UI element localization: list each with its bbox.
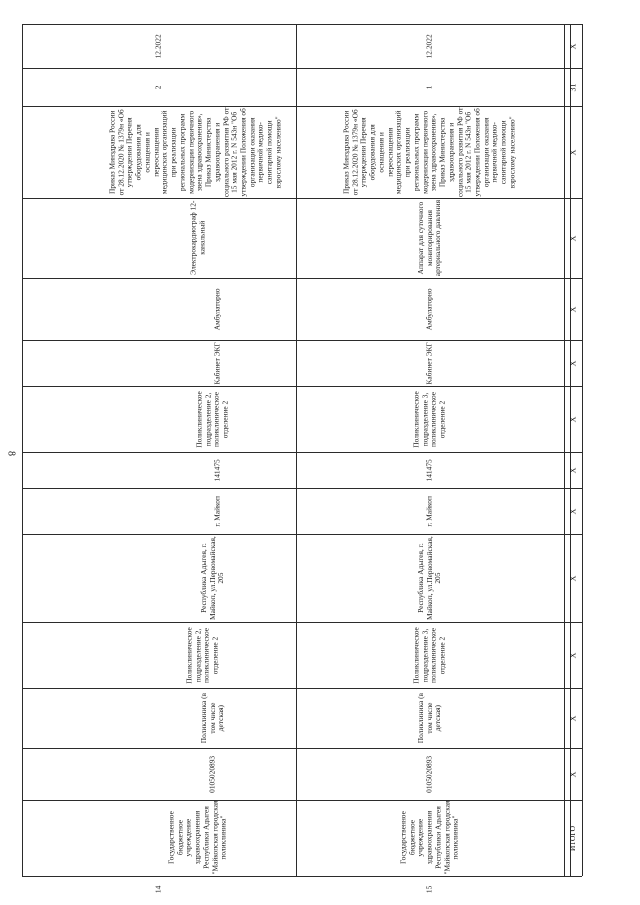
total-index-x: X <box>568 467 578 473</box>
table-line <box>582 24 583 876</box>
row-14-equipment: Электрокардиограф 12-канальный <box>188 200 206 276</box>
row-14-basis: Приказ Минздрава России от 28.12.2020 № 1379н «Об утверждении Перечня оборудования для оснащения и переоснащения медицинских организаций при реализации региональных программ модернизации первичного звена здравоохранения», Приказ Министерства здравоохранения и социального развития РФ от 15 мая 2012 г. N 543н "Об утверждении Положения об организации оказания первичной медико-санитарной помощи взрослому населению" <box>107 107 283 197</box>
row-15-qty: 1 <box>424 85 434 89</box>
total-care-x: X <box>568 306 578 312</box>
total-date-x: X <box>568 43 578 49</box>
row-14-city: г. Майкоп <box>212 495 222 527</box>
total-address-x: X <box>568 575 578 581</box>
row-15-index: 141475 <box>424 458 434 482</box>
row-15-room: Кабинет ЭКГ <box>424 341 434 385</box>
total-type-x: X <box>568 715 578 721</box>
total-room-x: X <box>568 360 578 366</box>
row-15-number: 15 <box>424 885 434 893</box>
row-14-inn: 0105020893 <box>207 755 217 793</box>
page-number: 8 <box>5 451 17 456</box>
total-unit-x: X <box>568 652 578 658</box>
total-city-x: X <box>568 508 578 514</box>
row-14-address: Республика Адыгея, г. Майкоп, ул.Первомайская, 205 <box>198 536 226 620</box>
row-15-inn: 0105020893 <box>424 755 434 793</box>
row-14-room: Кабинет ЭКГ <box>212 341 222 385</box>
total-label: ИТОГО <box>568 825 578 851</box>
row-14-index: 141475 <box>212 458 222 482</box>
row-14-subdivision: Поликлиническое подразделение 2, поликлиническое отделение 2 <box>194 390 230 448</box>
total-equipment-x: X <box>568 235 578 241</box>
row-15-date: 12.2022 <box>424 33 434 59</box>
row-14-qty: 2 <box>153 85 163 89</box>
row-15-subdivision: Поликлиническое подразделение 3, поликлиническое отделение 2 <box>411 390 447 448</box>
row-14-type: Поликлиника (в том числе детская) <box>198 692 226 744</box>
row-15-equipment: Аппарат для суточного мониторирования артериального давления <box>415 199 443 277</box>
row-15-city: г. Майкоп <box>424 495 434 527</box>
row-14-care: Амбулаторно <box>212 288 222 330</box>
row-15-org: Государственное бюджетное учреждение здравоохранения Республики Адыгея "Майкопская городская поликлиника" <box>398 801 460 875</box>
total-subdivision-x: X <box>568 416 578 422</box>
row-14-org: Государственное бюджетное учреждение здравоохранения Республики Адыгея "Майкопская городская поликлиника" <box>166 801 228 875</box>
row-15-type: Поликлиника (в том числе детская) <box>415 692 443 744</box>
row-15-basis: Приказ Минздрава России от 28.12.2020 № 1379н «Об утверждении Перечня оборудования для оснащения и переоснащения медицинских организаций при реализации региональных программ модернизации первичного звена здравоохранения», Приказ Министерства здравоохранения и социального развития РФ от 15 мая 2012 г. N 543н "Об утверждении Положения об организации оказания первичной медико-санитарной помощи взрослому населению" <box>341 107 517 197</box>
total-inn-x: X <box>568 771 578 777</box>
table-line <box>22 24 23 876</box>
total-qty: 31 <box>568 83 578 91</box>
row-14-unit: Поликлиническое подразделение 2, поликлиническое отделение 2 <box>184 626 220 684</box>
row-14-date: 12.2022 <box>153 33 163 59</box>
row-15-address: Республика Адыгея, г. Майкоп, ул.Первомайская, 205 <box>415 536 443 620</box>
row-14-number: 14 <box>153 885 163 893</box>
total-basis-x: X <box>568 149 578 155</box>
row-15-care: Амбулаторно <box>424 288 434 330</box>
row-15-unit: Поликлиническое подразделение 3, поликлиническое отделение 2 <box>411 626 447 684</box>
